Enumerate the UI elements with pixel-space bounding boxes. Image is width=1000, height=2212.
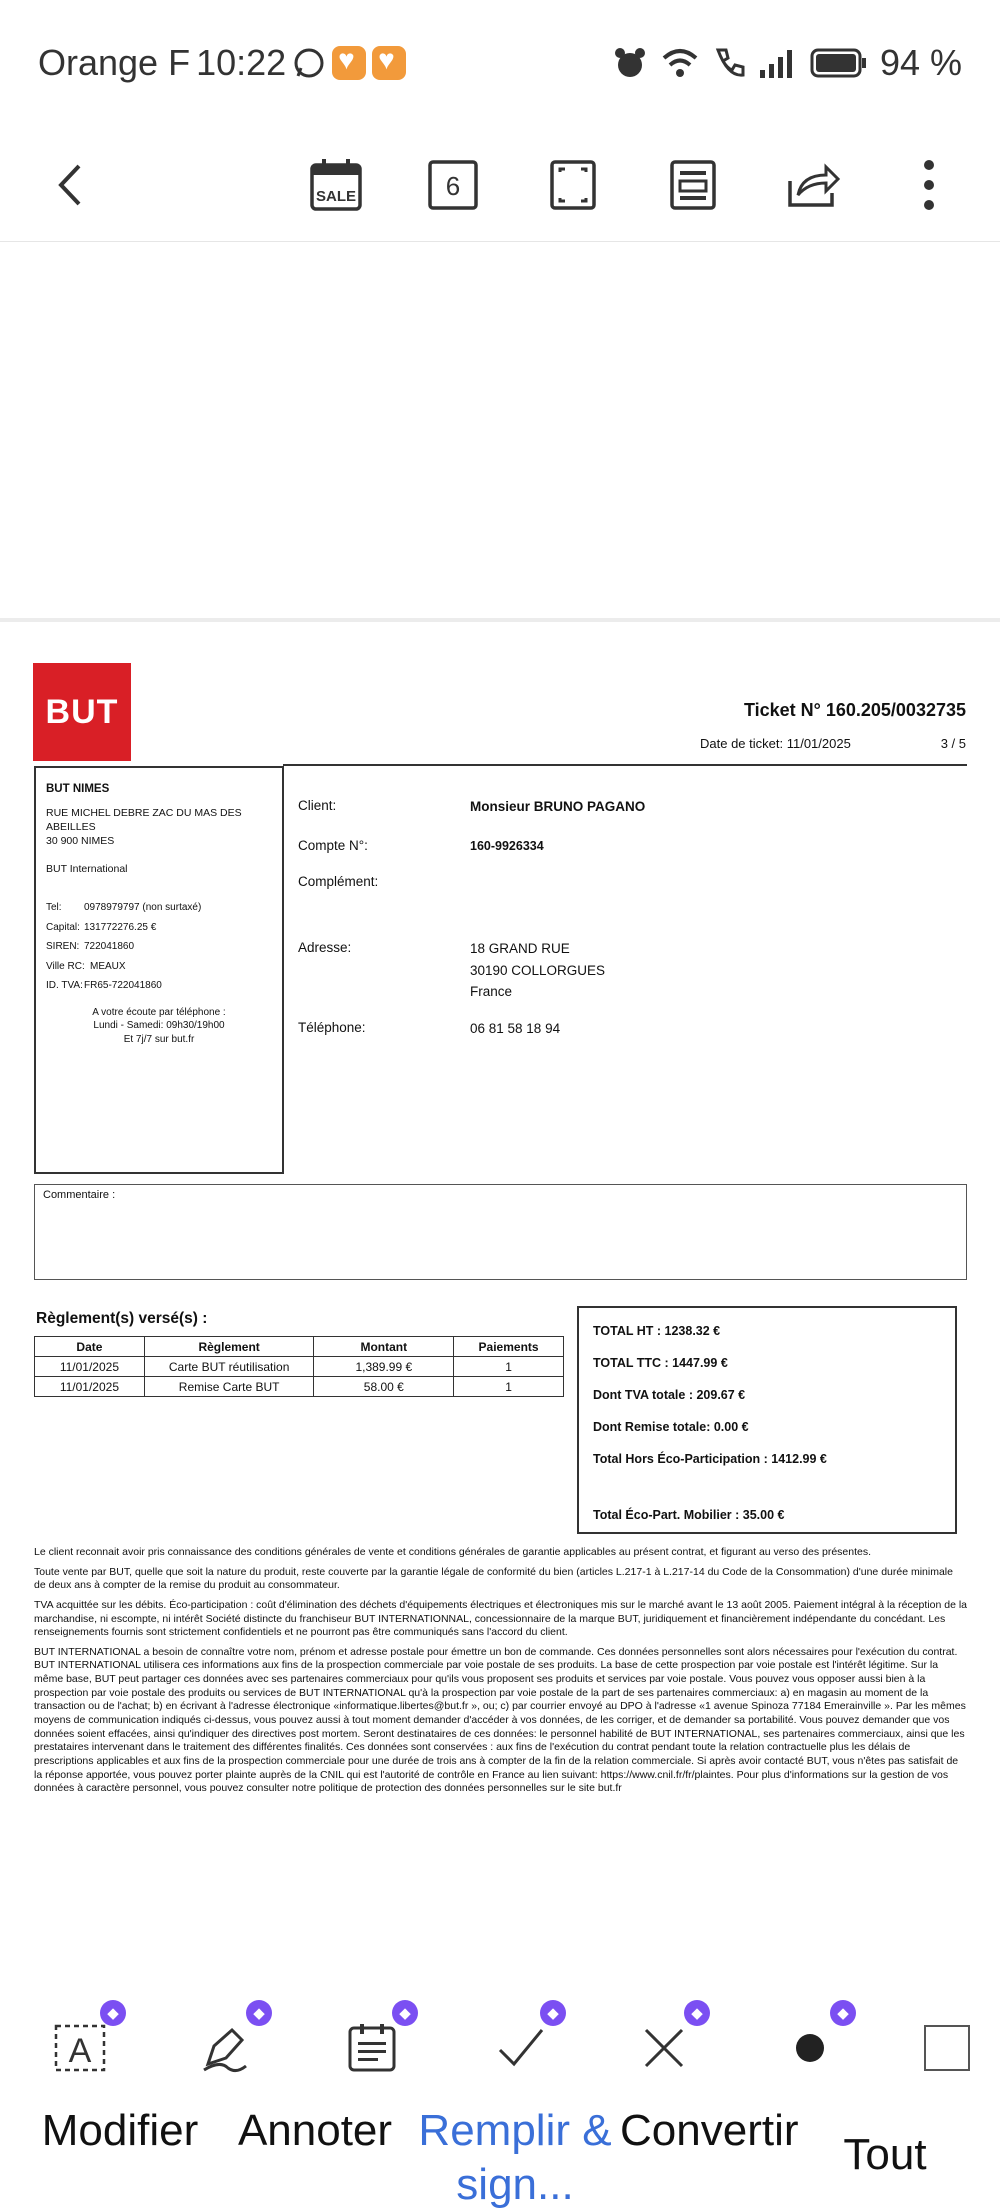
clock: 10:22 — [196, 42, 287, 83]
tva-label: ID. TVA: — [46, 980, 83, 992]
document-page[interactable] — [0, 626, 1000, 1976]
tab-convertir[interactable]: Convertir — [620, 2106, 799, 2155]
address-line-2: 30190 COLLORGUES — [470, 962, 606, 978]
dot-tool[interactable] — [770, 2005, 850, 2088]
alarm-icon — [612, 45, 648, 81]
calendar-sale-button[interactable] — [300, 140, 372, 230]
table-cell: Carte BUT réutilisation — [144, 1357, 314, 1377]
totals-box — [577, 1306, 957, 1534]
capital-label: Capital: — [46, 921, 80, 933]
client-phone: 06 81 58 18 94 — [470, 1021, 561, 1036]
cross-icon — [636, 2020, 692, 2076]
header-divider — [283, 764, 967, 766]
whatsapp-icon — [292, 46, 326, 80]
text-box-icon — [52, 2020, 108, 2076]
table-row — [35, 1377, 564, 1397]
dot-icon — [782, 2020, 838, 2076]
address-line-3: France — [470, 984, 513, 1000]
premium-gem-icon: ◆ — [392, 2000, 418, 2026]
col-montant: Montant — [314, 1337, 454, 1357]
checkmark-icon — [492, 2020, 548, 2076]
heart-app-icon — [332, 46, 366, 80]
account-number: 160-9926334 — [470, 839, 544, 853]
wifi-call-icon — [712, 46, 746, 80]
premium-gem-icon: ◆ — [246, 2000, 272, 2026]
premium-gem-icon: ◆ — [100, 2000, 126, 2026]
edit-text-tool[interactable] — [40, 2005, 120, 2088]
battery-icon — [810, 47, 868, 79]
fullscreen-button[interactable] — [540, 140, 606, 230]
reader-icon — [669, 159, 717, 211]
client-address — [470, 938, 605, 1003]
store-tva: FR65-722041860 — [84, 980, 162, 992]
tel-label: Tel: — [46, 902, 62, 914]
total-ttc: TOTAL TTC : 1447.99 € — [593, 1356, 728, 1370]
battery-percent: 94 % — [879, 42, 962, 83]
col-reglement: Règlement — [144, 1337, 314, 1357]
col-date: Date — [35, 1337, 145, 1357]
legal-paragraph-2: Toute vente par BUT, quelle que soit la nature du produit, reste couverte par la garantie légale de conformité du bien (articles L.217-1 à L.217-14 du Code de la Consommation) d'une durée minimale de deux ans à compter de la remise du produit au consommateur. — [34, 1565, 953, 1592]
cross-tool[interactable] — [624, 2005, 704, 2088]
legal-text — [34, 1546, 967, 1802]
checkbox-icon — [922, 2023, 972, 2073]
payments-title: Règlement(s) versé(s) : — [36, 1310, 208, 1327]
phone-label: Téléphone: — [298, 1020, 366, 1035]
siren-label: SIREN: — [46, 941, 80, 953]
store-tel: 0978979797 (non surtaxé) — [84, 902, 202, 914]
legal-paragraph-1: Le client reconnait avoir pris connaissance des conditions générales de vente et conditions générales de garantie applicables au présent contrat, et figurant au verso des présentes. — [34, 1546, 872, 1558]
col-paiements: Paiements — [454, 1337, 564, 1357]
store-name: BUT NIMES — [46, 783, 110, 795]
table-cell: 1 — [454, 1357, 564, 1377]
more-vertical-icon — [922, 157, 936, 213]
bottom-tool-strip — [0, 1978, 1000, 2098]
fullscreen-icon — [549, 159, 597, 211]
client-label: Client: — [298, 798, 337, 813]
address-label: Adresse: — [298, 940, 352, 955]
store-capital: 131772276.25 € — [84, 921, 157, 933]
comment-box — [34, 1184, 967, 1280]
store-siren: 722041860 — [84, 941, 135, 953]
store-hours-2: Lundi - Samedi: 09h30/19h00 — [93, 1020, 225, 1032]
premium-gem-icon: ◆ — [830, 2000, 856, 2026]
table-cell: 11/01/2025 — [35, 1357, 145, 1377]
total-eco-part: Total Éco-Part. Mobilier : 35.00 € — [593, 1508, 785, 1522]
store-rc: MEAUX — [90, 960, 126, 972]
share-button[interactable] — [778, 140, 848, 230]
back-button[interactable] — [40, 140, 100, 230]
tab-remplir-signer[interactable]: Remplir & sign... — [418, 2106, 612, 2209]
table-cell: 58.00 € — [314, 1377, 454, 1397]
payments-header-row — [35, 1337, 564, 1357]
total-hors-eco: Total Hors Éco-Participation : 1412.99 € — [593, 1452, 827, 1466]
more-options-button[interactable] — [904, 140, 954, 230]
share-icon — [784, 159, 842, 211]
page-count: 6 — [445, 171, 461, 201]
store-info-box — [34, 766, 284, 1174]
signal-icon — [758, 46, 798, 80]
table-cell: Remise Carte BUT — [144, 1377, 314, 1397]
previous-page-area — [0, 242, 1000, 622]
tab-tout[interactable]: Tout — [843, 2130, 927, 2179]
heart-app-icon-2 — [372, 46, 406, 80]
total-tva: Dont TVA totale : 209.67 € — [593, 1388, 746, 1402]
chevron-left-icon — [55, 160, 85, 210]
annotate-tool[interactable] — [186, 2005, 266, 2088]
page-count-icon — [427, 159, 479, 211]
form-tool[interactable] — [332, 2005, 412, 2088]
store-hours-3: Et 7j/7 sur but.fr — [123, 1033, 195, 1045]
tab-modifier[interactable]: Modifier — [41, 2106, 199, 2155]
svg-text:A: A — [68, 2032, 92, 2070]
table-cell: 1,389.99 € — [314, 1357, 454, 1377]
page-count-button[interactable] — [420, 140, 486, 230]
table-row — [35, 1357, 564, 1377]
payments-table — [34, 1336, 564, 1397]
premium-gem-icon: ◆ — [684, 2000, 710, 2026]
comment-label: Commentaire : — [43, 1189, 116, 1201]
pen-icon — [198, 2020, 254, 2076]
wifi-icon — [660, 46, 700, 80]
complement-label: Complément: — [298, 874, 379, 889]
store-hours-1: A votre écoute par téléphone : — [92, 1006, 226, 1018]
legal-paragraph-4: BUT INTERNATIONAL a besoin de connaître votre nom, prénom et adresse postale pour émettre un bon de commande. Ces données personnelles sont alors nécessaires pour l'exécution du contrat. BUT INTERNATIONAL utilisera ces informations aux fins de la prospection commerciale par voie postale de ses produits. La base de cette prospection par voie postale est l'intérêt légitime. Sur la même base, BUT peut partager ces données avec ses partenaires commerciaux pour qu'ils vous proposent ses produits et services par voie postale. Vous pouvez vous opposer aussi bien à la prospection par voie postale des produits ou services de BUT INTERNATIONAL qu'à la prospection par voie postale de la part de ses partenaires commerciaux: a) en magasin au moment de la transaction ou de l'achat; b) en écrivant à l'adresse électronique «informatique.libertes@but.fr », ou; c) par courrier envoyé au DPO à l'adresse «1 avenue Spinoza 77184 Emerainville ». Par les mêmes moyens de communication indiqués ci-dessus, vous pouvez aussi à tout moment demander d'accéder à vos données, de les corriger, et de demander sa portabilité. Vous pouvez demander que vos données soient effacées, ainsi qu'indiquer des directives post mortem. Seront destinataires de ces données: le personnel habilité de BUT INTERNATIONAL, ses partenaires commerciaux, ainsi que les prestataires intervenant dans le traitement des différentes finalités. Ces données sont conservées : aux fins de l'exécution du contrat pendant toute la relation contractuelle plus les délais de prescriptions applicables et aux fins de la prospection commerciale pour une durée de trois ans à compter de la fin de la relation commerciale. Si après avoir contacté BUT, vous n'êtes pas satisfait de la réponse apportée, vous pouvez porter plainte auprès de la CNIL qui est l'autorité de contrôle en France au lien suivant: https://www.cnil.fr/fr/plaintes. Pour plus d'informations sur la gestion de vos données à caractère personnel, vous pouvez consulter notre politique de protection des données personnelles sur le site but.fr — [34, 1645, 966, 1795]
client-name: Monsieur BRUNO PAGANO — [470, 799, 646, 814]
carrier-label: Orange F — [38, 42, 191, 83]
status-bar — [0, 0, 1000, 130]
reader-mode-button[interactable] — [660, 140, 726, 230]
table-cell: 1 — [454, 1377, 564, 1397]
bottom-tab-bar — [0, 2098, 1000, 2212]
top-toolbar — [0, 130, 1000, 242]
store-address-2: 30 900 NIMES — [46, 834, 115, 847]
checkbox-tool[interactable] — [914, 2008, 980, 2088]
calendar-icon — [308, 157, 364, 213]
table-cell: 11/01/2025 — [35, 1377, 145, 1397]
account-label: Compte N°: — [298, 838, 368, 853]
ticket-page-number: 3 / 5 — [940, 736, 966, 751]
legal-paragraph-3: TVA acquittée sur les débits. Éco-participation : coût d'élimination des déchets d'équipements électriques et électroniques mis sur le marché avant le 13 août 2005. Paiement intégral à la réception de la marchandise, ni escompte, ni intérêt Société distincte du franchiseur BUT INTERNATIONNAL, concessionnaire de la marque BUT, juridiquement et financièrement indépendante du concédant. Les renseignements fournis sont strictement confidentiels et ne pourront pas être communiqués sans l'accord du client. — [34, 1598, 968, 1639]
store-address-1: RUE MICHEL DEBRE ZAC DU MAS DES ABEILLES — [46, 806, 242, 833]
calendar-label: SALE — [315, 188, 357, 205]
store-company: BUT International — [46, 863, 128, 876]
rc-label: Ville RC: — [46, 960, 85, 972]
ticket-number: Ticket N° 160.205/0032735 — [743, 700, 966, 720]
checkmark-tool[interactable] — [480, 2005, 560, 2088]
total-ht: TOTAL HT : 1238.32 € — [593, 1324, 721, 1338]
premium-gem-icon: ◆ — [540, 2000, 566, 2026]
but-logo: BUT — [33, 663, 131, 761]
ticket-date: Date de ticket: 11/01/2025 — [700, 736, 851, 751]
form-icon — [344, 2020, 400, 2076]
address-line-1: 18 GRAND RUE — [470, 941, 570, 956]
total-remise: Dont Remise totale: 0.00 € — [593, 1420, 749, 1434]
tab-annoter[interactable]: Annoter — [237, 2106, 393, 2155]
